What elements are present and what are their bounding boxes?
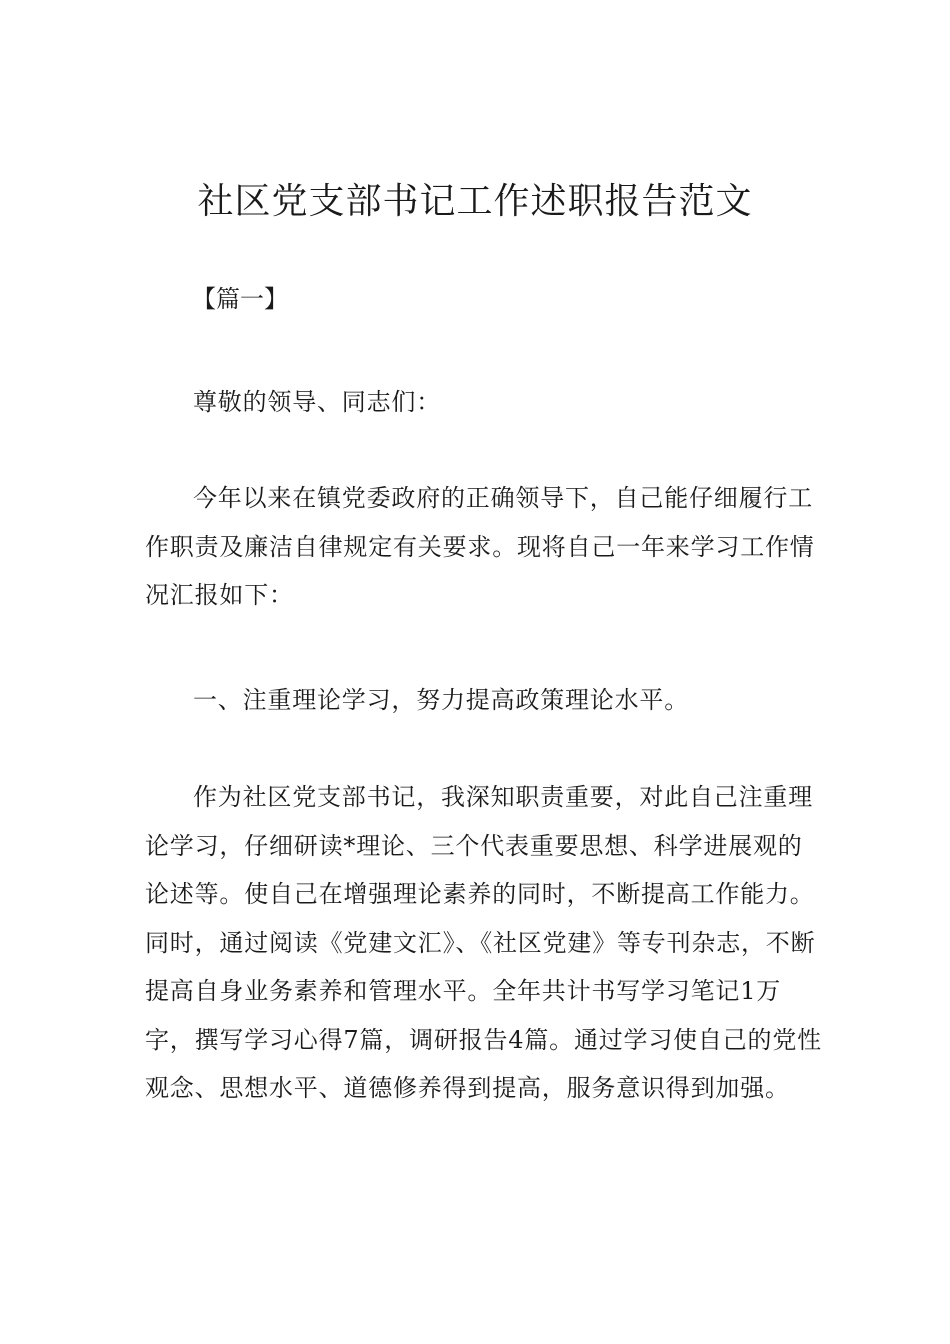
intro-paragraph: 今年以来在镇党委政府的正确领导下，自己能仔细履行工作职责及廉洁自律规定有关要求。现将自己一年来学习工作情况汇报如下： — [145, 484, 815, 609]
body-paragraph-1: 作为社区党支部书记，我深知职责重要，对此自己注重理论学习，仔细研读*理论、三个代表重要思想、科学进展观的论述等。使自己在增强理论素养的同时，不断提高工作能力。同时，通过阅读《党建文汇》、《社区党建》等专刊杂志，不断提高自身业务素养和管理水平。全年共计书写学习笔记1万字，撰写学习心得7篇，调研报告4篇。通过学习使自己的党性观念、思想水平、道德修养得到提高，服务意识得到加强。 — [145, 783, 822, 1102]
salutation-paragraph: 尊敬的领导、同志们： — [193, 388, 441, 416]
document-title: 社区党支部书记工作述职报告范文 — [197, 181, 753, 222]
section-tag: 【篇一】 — [192, 285, 288, 313]
section-heading-1: 一、注重理论学习，努力提高政策理论水平。 — [193, 686, 689, 714]
